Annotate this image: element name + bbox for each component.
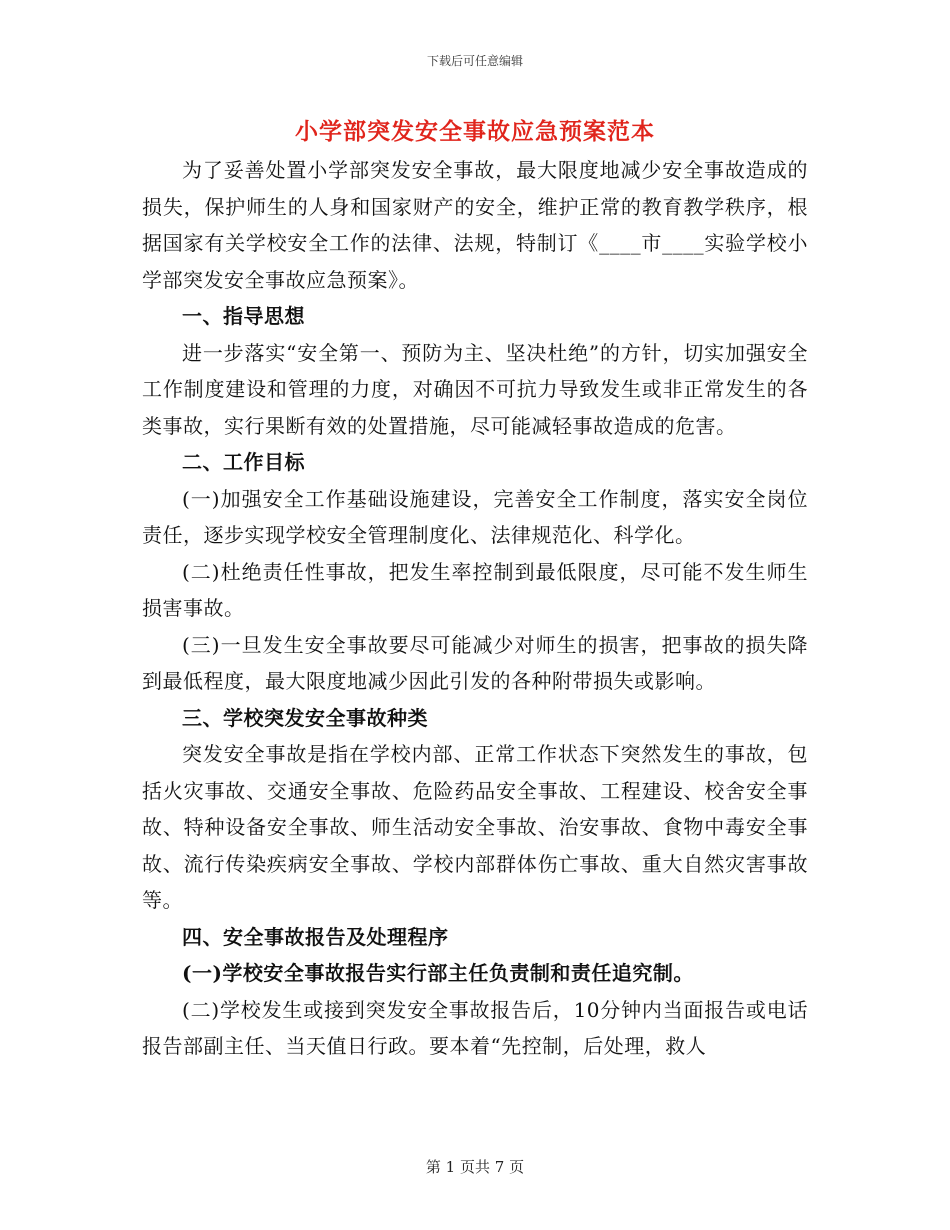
section-heading-reporting-procedure: 四、安全事故报告及处理程序 [182, 924, 449, 949]
section-body-accident-types: 突发安全事故是指在学校内部、正常工作状态下突然发生的事故，包括火灾事故、交通安全事故、危险药品安全事故、工程建设、校舍安全事故、特种设备安全事故、师生活动安全事故、治安事故、食物中毒安全事故、流行传染疾病安全事故、学校内部群体伤亡事故、重大自然灾害事故等。 [142, 742, 808, 912]
section-body-guiding-ideology: 进一步落实“安全第一、预防为主、坚决杜绝”的方针，切实加强安全工作制度建设和管理的力度，对确因不可抗力导致发生或非正常发生的各类事故，实行果断有效的处置措施，尽可能减轻事故造成的危害。 [142, 340, 808, 438]
document-body [142, 152, 808, 1065]
subsection-heading-responsibility: (一)学校安全事故报告实行部主任负责制和责任追究制。 [182, 961, 694, 985]
section-heading-work-goals: 二、工作目标 [182, 450, 305, 474]
section-body-reporting-procedure: (二)学校发生或接到突发安全事故报告后，10分钟内当面报告或电话报告部副主任、当天值日行政。要本着“先控制，后处理，救人 [142, 997, 808, 1058]
intro-paragraph: 为了妥善处置小学部突发安全事故，最大限度地减少安全事故造成的损失，保护师生的人身和国家财产的安全，维护正常的教育教学秩序，根据国家有关学校安全工作的法律、法规，特制订《____市____实验学校小学部突发安全事故应急预案》。 [142, 158, 808, 292]
goal-item-1: (一)加强安全工作基础设施建设，完善安全工作制度，落实安全岗位责任，逐步实现学校安全管理制度化、法律规范化、科学化。 [142, 486, 808, 547]
goal-item-3: (三)一旦发生安全事故要尽可能减少对师生的损害，把事故的损失降到最低程度，最大限度地减少因此引发的各种附带损失或影响。 [142, 632, 808, 693]
section-heading-guiding-ideology: 一、指导思想 [182, 304, 305, 328]
goal-item-2: (二)杜绝责任性事故，把发生率控制到最低限度，尽可能不发生师生损害事故。 [142, 559, 808, 620]
page-footer-page-number: 第 1 页共 7 页 [425, 1158, 525, 1176]
page-header: 下载后可任意编辑 [426, 54, 523, 68]
document-title: 小学部突发安全事故应急预案范本 [295, 118, 655, 145]
section-heading-accident-types: 三、学校突发安全事故种类 [182, 705, 428, 730]
